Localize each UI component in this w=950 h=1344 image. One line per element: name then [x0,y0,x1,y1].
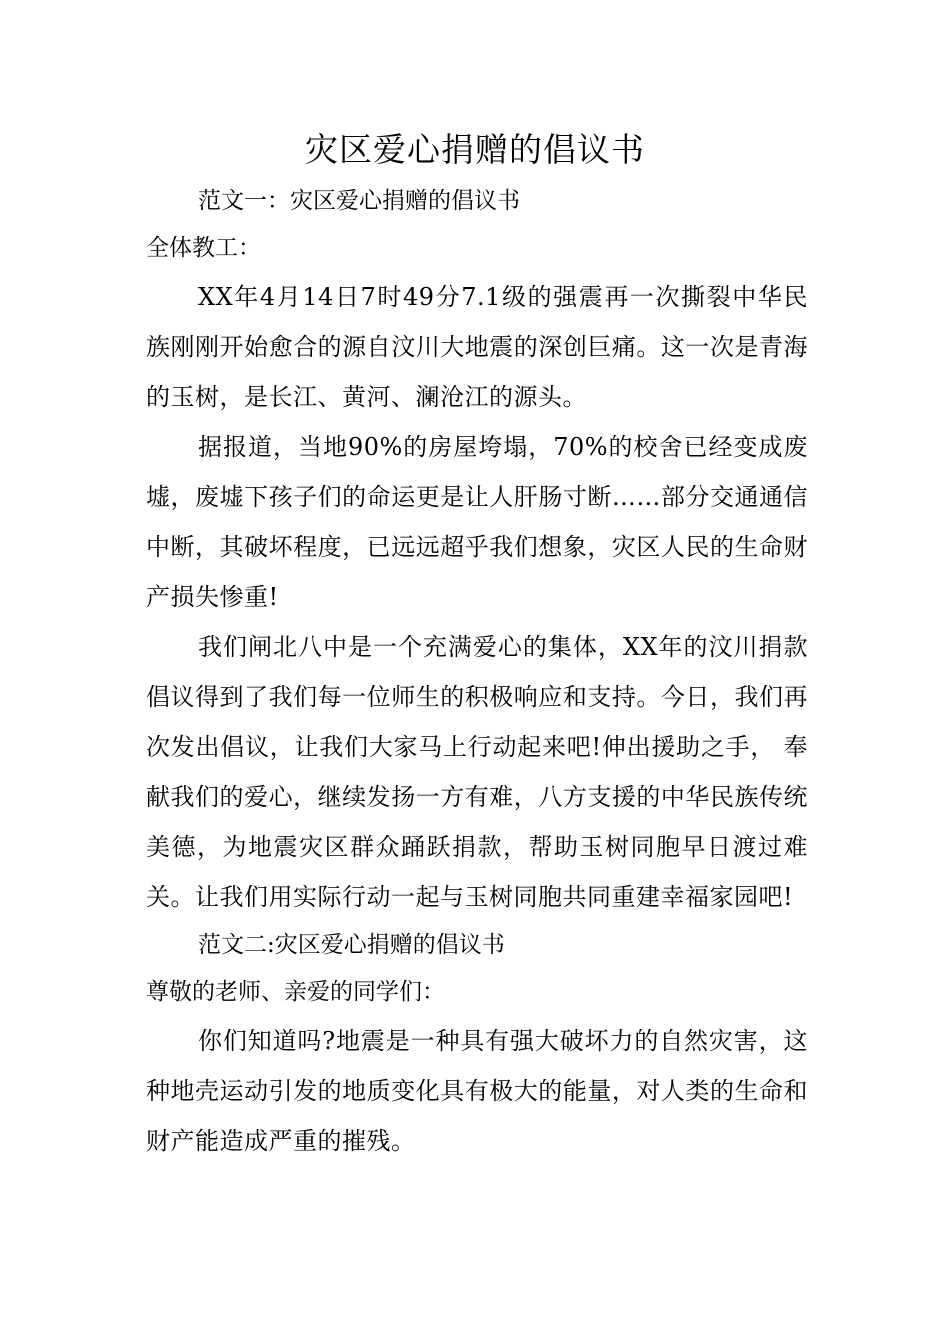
section-2-paragraph-1: 你们知道吗?地震是一种具有强大破坏力的自然灾害，这种地壳运动引发的地质变化具有极大的能量，对人类的生命和财产能造成严重的摧残。 [146,1027,808,1155]
document-title: 灾区爱心捐赠的倡议书 [305,130,645,169]
section-1-paragraph-3: 我们闸北八中是一个充满爱心的集体，XX年的汶川捐款倡议得到了我们每一位师生的积极响应和支持。今日，我们再次发出倡议，让我们大家马上行动起来吧!伸出援助之手， 奉献我们的爱心，继续发扬一方有难，八方支援的中华民族传统美德，为地震灾区群众踊跃捐款，帮助玉树同胞早日渡过难关。让我们用实际行动一起与玉树同胞共同重建幸福家园吧! [146,633,808,911]
section-1-heading: 范文一：灾区爱心捐赠的倡议书 [198,188,520,214]
section-2-salutation: 尊敬的老师、亲爱的同学们： [146,979,445,1005]
section-1-salutation: 全体教工： [146,235,261,261]
section-2-heading: 范文二:灾区爱心捐赠的倡议书 [198,932,505,958]
section-1-paragraph-2: 据报道，当地90%的房屋垮塌，70%的校舍已经变成废墟，废墟下孩子们的命运更是让人肝肠寸断……部分交通通信中断，其破坏程度，已远远超乎我们想象，灾区人民的生命财产损失惨重! [146,433,808,611]
section-1-paragraph-1: XX年4月14日7时49分7.1级的强震再一次撕裂中华民族刚刚开始愈合的源自汶川大地震的深创巨痛。这一次是青海的玉树，是长江、黄河、澜沧江的源头。 [146,283,808,411]
document-body [146,178,808,1166]
